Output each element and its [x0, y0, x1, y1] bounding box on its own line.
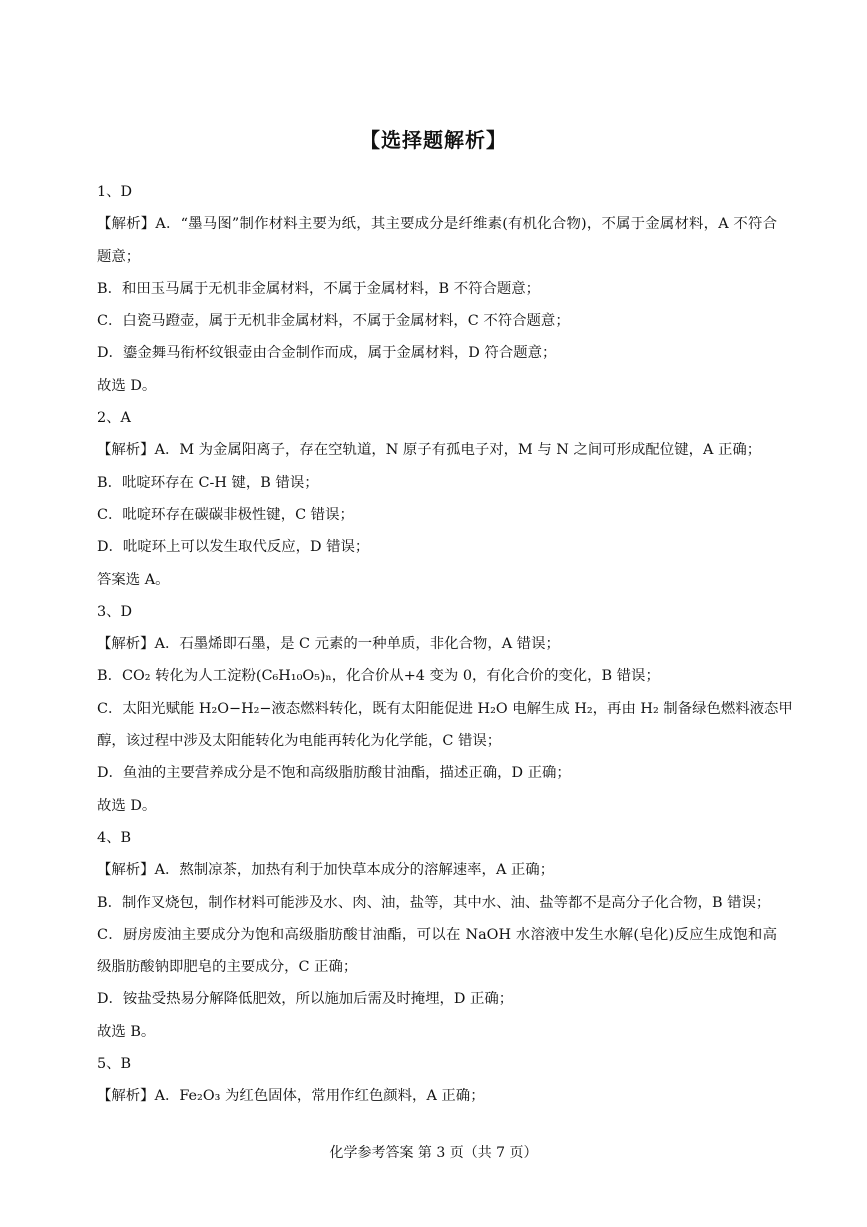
answer-content [97, 176, 793, 1113]
answer-line: 题意； [97, 248, 141, 265]
answer-line: C．白瓷马蹬壶，属于无机非金属材料，不属于金属材料，C 不符合题意； [97, 313, 570, 330]
answer-line: D．鱼油的主要营养成分是不饱和高级脂肪酸甘油酯，描述正确，D 正确； [97, 765, 571, 782]
answer-line: 【解析】A．Fe₂O₃ 为红色固体，常用作红色颜料，A 正确； [97, 1088, 485, 1105]
answer-line: 【解析】A．石墨烯即石墨，是 C 元素的一种单质，非化合物，A 错误； [97, 636, 560, 653]
answer-line: 5、B [97, 1056, 132, 1073]
answer-line: C．厨房废油主要成分为饱和高级脂肪酸甘油酯，可以在 NaOH 水溶液中发生水解(皂化)反应生成饱和高 [97, 926, 777, 943]
answer-line: 3、D [97, 603, 133, 620]
answer-line: 【解析】A．M 为金属阳离子，存在空轨道，N 原子有孤电子对，M 与 N 之间可形成配位键，A 正确； [97, 442, 762, 459]
answer-line: 1、D [97, 184, 133, 200]
answer-line: 2、A [97, 410, 131, 427]
answer-line: 故选 B。 [97, 1023, 156, 1040]
answer-line: B．制作叉烧包，制作材料可能涉及水、肉、油，盐等，其中水、油、盐等都不是高分子化合物，B 错误； [97, 894, 771, 911]
answer-line: 【解析】A．“墨马图”制作材料主要为纸，其主要成分是纤维素(有机化合物)，不属于金属材料，A 不符合 [97, 216, 777, 233]
answer-line: 【解析】A．熬制凉茶，加热有利于加快草本成分的溶解速率，A 正确； [97, 862, 555, 879]
answer-line: D．鎏金舞马衔杯纹银壶由合金制作而成，属于金属材料，D 符合题意； [97, 345, 557, 362]
answer-line: B．吡啶环存在 C-H 键，B 错误； [97, 474, 319, 491]
answer-line: 醇，该过程中涉及太阳能转化为电能再转化为化学能，C 错误； [97, 733, 502, 750]
page-title: 【选择题解析】 [360, 128, 507, 152]
answer-line: C．太阳光赋能 H₂O−H₂−液态燃料转化，既有太阳能促进 H₂O 电解生成 H₂，再由 H₂ 制备绿色燃料液态甲 [97, 700, 793, 717]
page-footer: 化学参考答案 第 3 页（共 7 页） [329, 1145, 538, 1161]
answer-line: 故选 D。 [97, 377, 157, 394]
answer-line: 级脂肪酸钠即肥皂的主要成分，C 正确； [97, 959, 358, 976]
answer-line: 4、B [97, 829, 132, 846]
answer-line: C．吡啶环存在碳碳非极性键，C 错误； [97, 506, 354, 523]
answer-line: D．铵盐受热易分解降低肥效，所以施加后需及时掩埋，D 正确； [97, 991, 514, 1008]
answer-line: B．和田玉马属于无机非金属材料，不属于金属材料，B 不符合题意； [97, 280, 541, 297]
answer-line: D．吡啶环上可以发生取代反应，D 错误； [97, 539, 370, 556]
answer-line: 故选 D。 [97, 797, 157, 814]
answer-line: 答案选 A。 [97, 571, 170, 588]
answer-line: B．CO₂ 转化为人工淀粉(C₆H₁₀O₅)ₙ，化合价从+4 变为 0，有化合价的变化，B 错误； [97, 668, 660, 685]
